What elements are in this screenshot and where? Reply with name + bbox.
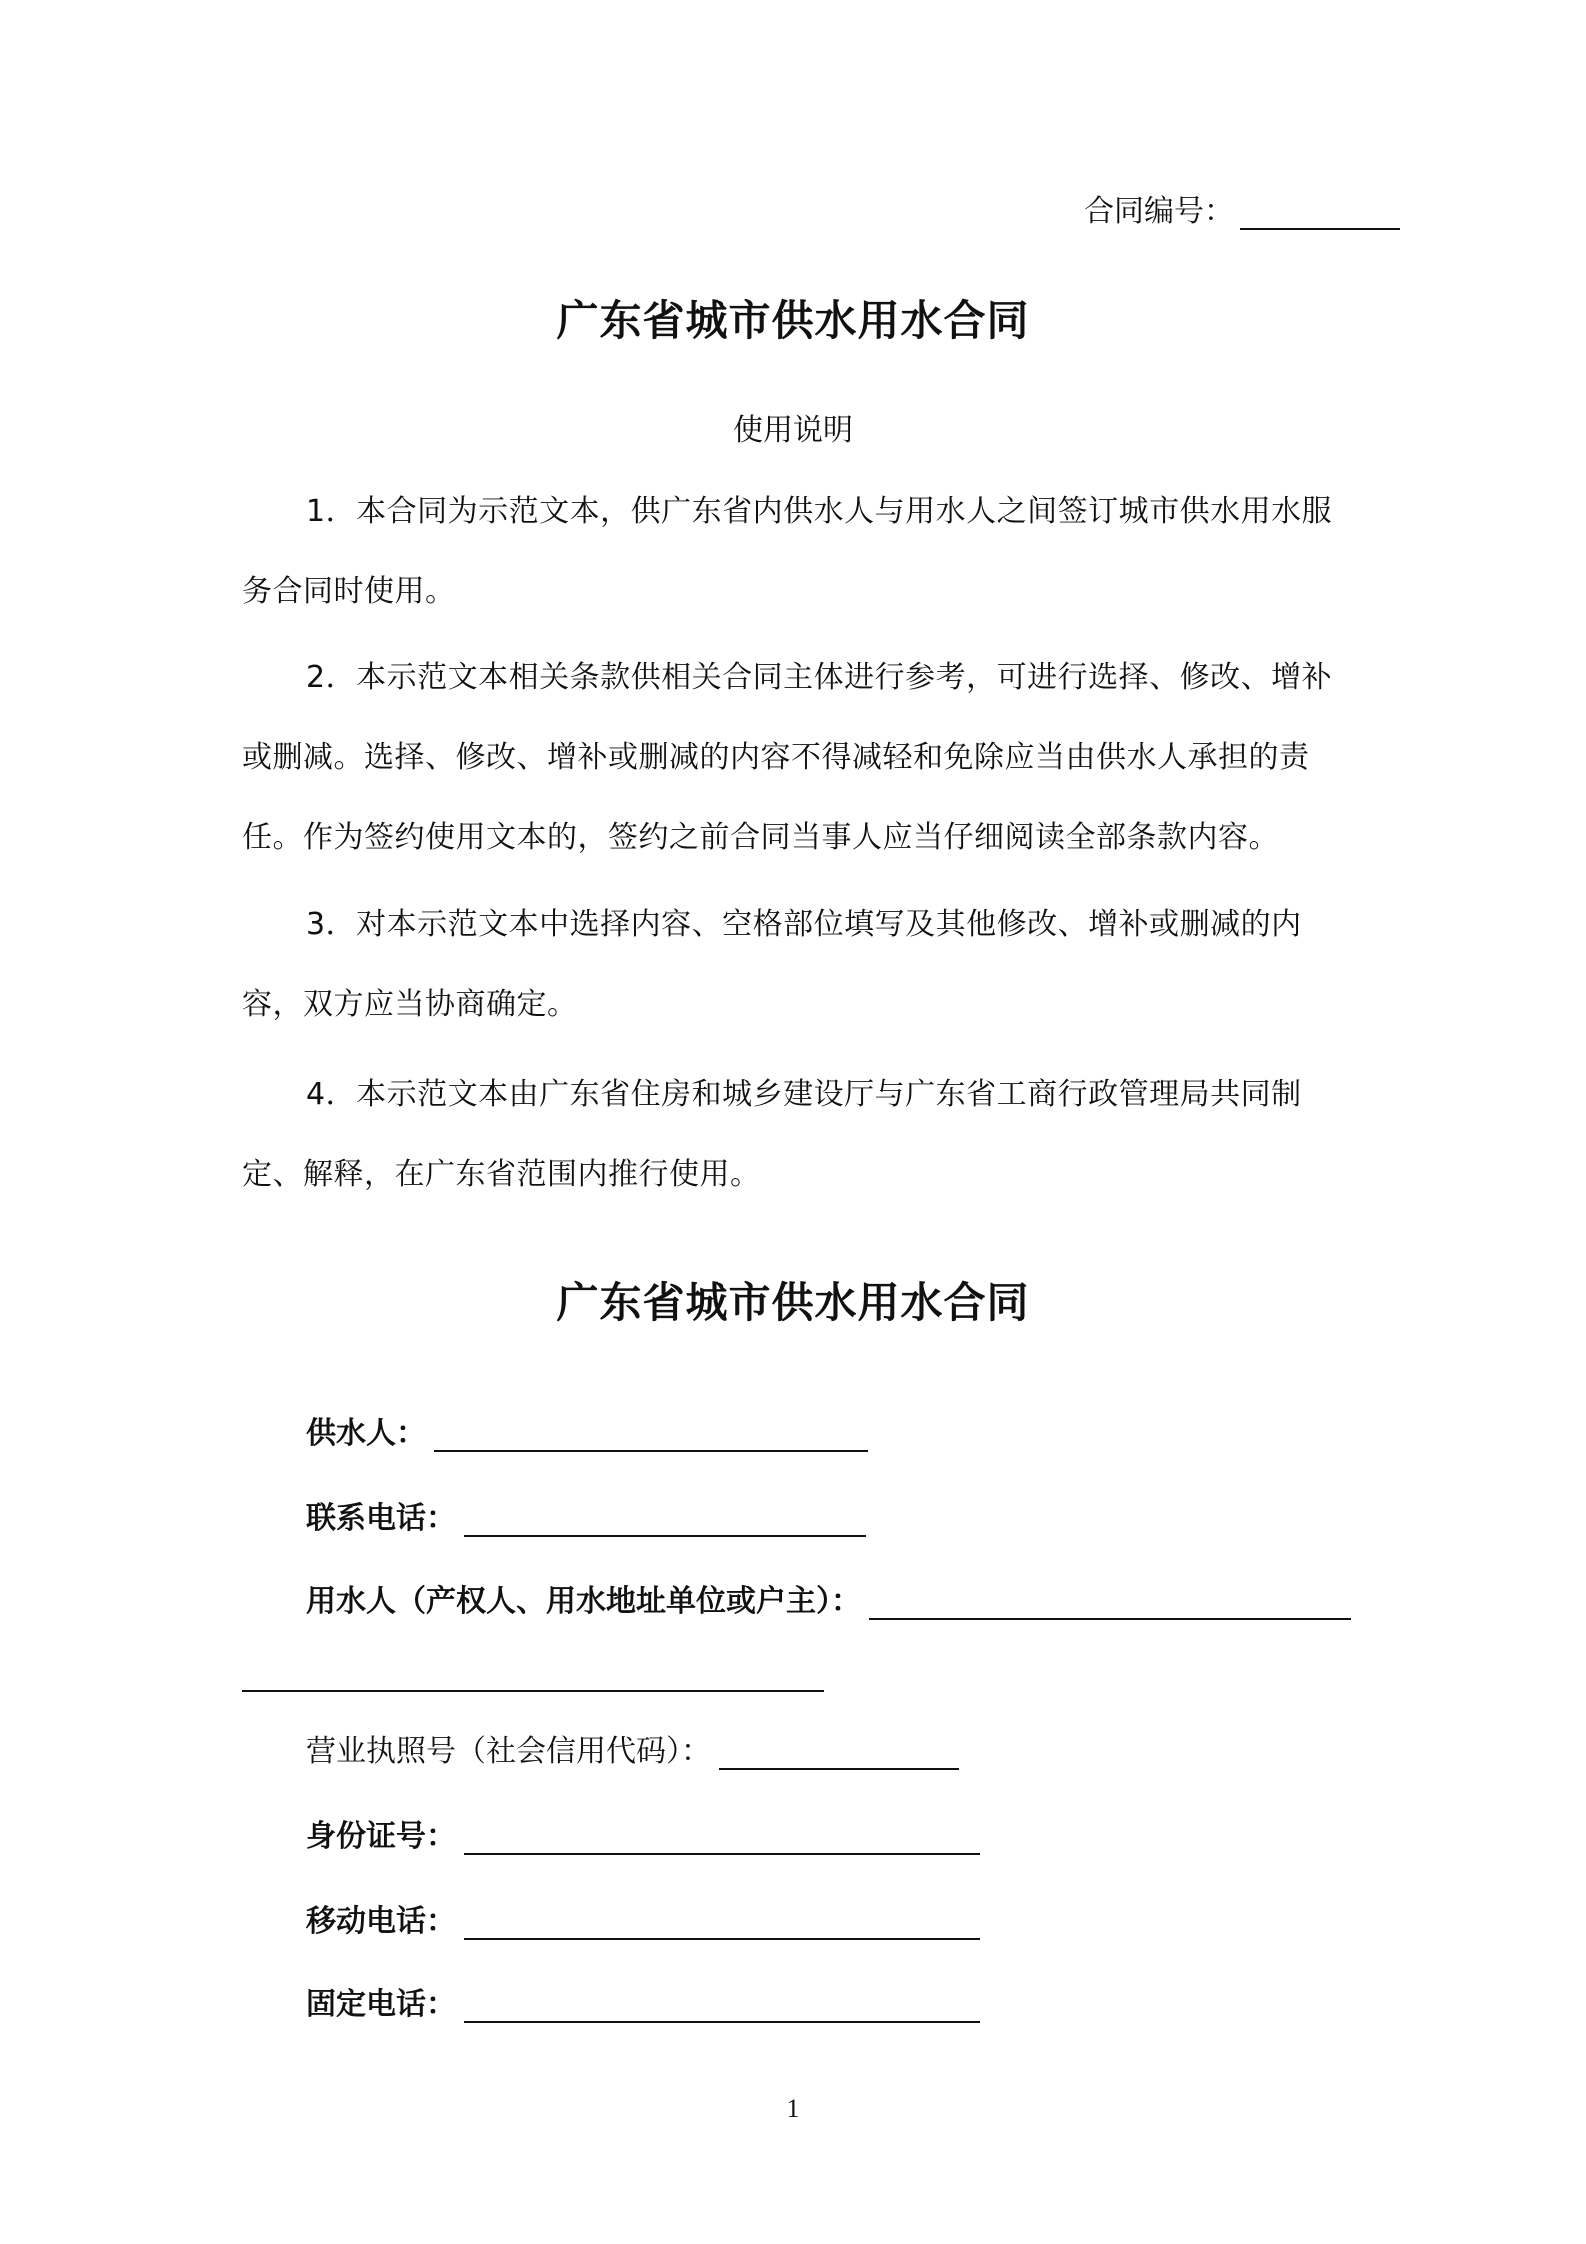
id-number-label: 身份证号： <box>306 1819 456 1854</box>
instruction-paragraph-2: 2．本示范文本相关条款供相关合同主体进行参考，可进行选择、修改、增补或删减。选择、修改、增补或删减的内容不得减轻和免除应当由供水人承担的责任。作为签约使用文本的，签约之前合同当事人应当仔细阅读全部条款内容。 <box>242 660 1333 855</box>
landline-phone-label: 固定电话： <box>306 1987 456 2022</box>
instruction-paragraph-1: 1．本合同为示范文本，供广东省内供水人与用水人之间签订城市供水用水服务合同时使用。 <box>242 494 1333 609</box>
instruction-paragraph-4: 4．本示范文本由广东省住房和城乡建设厅与广东省工商行政管理局共同制定、解释，在广东省范围内推行使用。 <box>242 1077 1302 1192</box>
contact-phone-field <box>306 1487 866 1537</box>
landline-phone-blank[interactable] <box>464 1983 980 2023</box>
contract-number-blank[interactable] <box>1240 192 1400 230</box>
user-label: 用水人（产权人、用水地址单位或户主）： <box>306 1584 861 1619</box>
contract-title: 广东省城市供水用水合同 <box>556 1278 1030 1327</box>
user-blank-continuation[interactable] <box>242 1690 824 1692</box>
contract-number <box>1000 178 1400 230</box>
business-license-label: 营业执照号（社会信用代码）： <box>306 1734 711 1769</box>
instructions-heading: 使用说明 <box>733 413 853 448</box>
id-number-field <box>306 1805 980 1855</box>
page-number: 1 <box>786 2094 800 2123</box>
mobile-phone-blank[interactable] <box>464 1900 980 1940</box>
id-number-blank[interactable] <box>464 1815 980 1855</box>
contact-phone-blank[interactable] <box>464 1497 866 1537</box>
user-field <box>306 1570 1351 1620</box>
landline-phone-field <box>306 1973 980 2023</box>
contact-phone-label: 联系电话： <box>306 1501 456 1536</box>
business-license-blank[interactable] <box>719 1730 959 1770</box>
business-license-field <box>306 1720 959 1770</box>
contract-number-label: 合同编号： <box>1084 194 1234 229</box>
user-blank[interactable] <box>869 1580 1351 1620</box>
supplier-blank[interactable] <box>434 1412 868 1452</box>
document-title: 广东省城市供水用水合同 <box>556 296 1030 345</box>
supplier-label: 供水人： <box>306 1416 426 1451</box>
mobile-phone-label: 移动电话： <box>306 1904 456 1939</box>
supplier-field <box>306 1402 868 1452</box>
mobile-phone-field <box>306 1890 980 1940</box>
instruction-paragraph-3: 3．对本示范文本中选择内容、空格部位填写及其他修改、增补或删减的内容，双方应当协商确定。 <box>242 907 1302 1022</box>
